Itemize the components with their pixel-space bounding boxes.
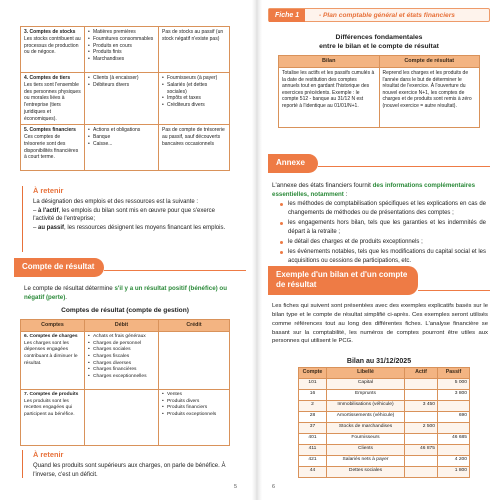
table-cell: 37 xyxy=(299,423,327,434)
col-header-actif: Actif xyxy=(405,368,438,379)
list-item: • Fournisseurs (à payer) xyxy=(162,75,226,82)
list-item: • Produits en cours xyxy=(88,43,155,50)
table-row xyxy=(299,434,470,445)
fiche-title: - Plan comptable général et états financiers xyxy=(319,12,455,19)
table-cell: 101 xyxy=(299,379,327,390)
list-item: • Débiteurs divers xyxy=(88,82,155,89)
list-item: • Charges fiscales xyxy=(88,354,155,361)
table-cell: 3 800 xyxy=(438,390,470,401)
table-cell xyxy=(405,379,438,390)
table-row xyxy=(299,445,470,456)
table-row xyxy=(299,456,470,467)
passif-note: Pas de compte de trésorerie au passif, sauf découverts bancaires occasionnels xyxy=(162,127,225,147)
table-cell: 401 xyxy=(299,434,327,445)
col-header-debit: Débit xyxy=(85,320,159,332)
retenir-box-1 xyxy=(22,186,230,252)
account-class-desc: Ces comptes de trésorerie sont des disponibilités financières à court terme. xyxy=(24,134,79,161)
bilan-title: Bilan au 31/12/2025 xyxy=(346,358,412,365)
table-cell: Fournisseurs xyxy=(327,434,405,445)
differences-table xyxy=(278,55,480,128)
table-row xyxy=(299,412,470,423)
cell-resultat: Reprend les charges et les produits de l'année dans le but de déterminer le résultat de l'exercice. À l'ouverture du nouvel exercice N+1, les comptes de charges et de produits sont remis à zéro (nouvel exercice = autre résultat). xyxy=(379,68,480,128)
col-header-bilan: Bilan xyxy=(279,56,380,68)
retenir-heading: À retenir xyxy=(33,186,64,195)
table-cell: 44 xyxy=(299,467,327,478)
cr-table-title: Comptes de résultat (compte de gestion) xyxy=(61,307,189,314)
table-cell xyxy=(405,434,438,445)
table-row: 6. Comptes de charges Les charges sont les dépenses engagées contribuant à diminuer le résultat. • Achats et frais généraux • Charges de personnel • Charges sociales • Charges fiscales • Charges diverses • Charges financières • Charges exceptionnelles xyxy=(21,332,230,390)
list-item: • Clients (à encaisser) xyxy=(88,75,155,82)
table-cell: 690 xyxy=(438,412,470,423)
page-number: 6 xyxy=(272,484,275,490)
table-row xyxy=(299,423,470,434)
list-item: les événements notables, tels que les modifications du capital social et les acquisitions ou cessions de participations, etc. xyxy=(280,248,486,266)
table-cell: Salariés nets à payer xyxy=(327,456,405,467)
list-item: • Charges de personnel xyxy=(88,341,155,348)
table-row xyxy=(21,27,230,73)
annexe-intro: L'annexe des états financiers fournit des informations complémentaires essentielles, notamment : xyxy=(272,182,476,198)
table-cell: Capital xyxy=(327,379,405,390)
list-item: • Achats et frais généraux xyxy=(88,334,155,341)
table-cell: 28 xyxy=(299,412,327,423)
table-cell: 4 200 xyxy=(438,456,470,467)
table-row xyxy=(21,73,230,125)
bilan-table xyxy=(298,367,470,478)
retenir-line-passif: – au passif, les ressources désignent les moyens financant les emplois. xyxy=(33,225,226,232)
list-item: le détail des charges et de produits exceptionnels ; xyxy=(280,238,486,247)
table-cell: Emprunts xyxy=(327,390,405,401)
table-cell: Clients xyxy=(327,445,405,456)
fiche-tag: Fiche 1 xyxy=(269,9,305,22)
section-heading-exemple: Exemple d'un bilan et d'un compte de résultat xyxy=(268,266,418,295)
account-class-title: 5. Comptes financiers xyxy=(24,127,76,134)
retenir-heading: À retenir xyxy=(33,450,64,459)
table-cell xyxy=(438,445,470,456)
retenir-intro: La désignation des emplois et des ressources est la suivante : xyxy=(33,198,199,205)
fiche-banner xyxy=(268,8,490,22)
table-cell: Amortissements (véhicule) xyxy=(327,412,405,423)
col-header-libelle: Libellé xyxy=(327,368,405,379)
list-item: • Matières premières xyxy=(88,29,155,36)
retenir-line-actif: – à l'actif, les emplois du bilan sont mis en œuvre pour que s'exerce l'activité de l'entreprise; xyxy=(33,207,216,223)
table-row xyxy=(21,125,230,171)
table-cell: 5 000 xyxy=(438,379,470,390)
table-cell xyxy=(438,401,470,412)
annexe-list xyxy=(280,200,486,267)
retenir-box-2 xyxy=(22,450,230,478)
list-item: les engagements hors bilan, tels que les garanties et les indemnités de départ à la retraite ; xyxy=(280,219,486,237)
list-item: les méthodes de comptabilisation spécifiques et les explications en cas de changements de méthodes ou de présentations des comptes ; xyxy=(280,200,486,218)
account-class-title: 4. Comptes de tiers xyxy=(24,75,71,81)
account-class-desc: Les stocks contribuent au processus de production ou de négoce. xyxy=(24,35,81,56)
col-header-comptes: Comptes xyxy=(21,320,85,332)
col-header-passif: Passif xyxy=(438,368,470,379)
section-divider xyxy=(418,290,490,291)
list-item: • Fournitures consommables xyxy=(88,36,155,43)
list-item: • Créditeurs divers xyxy=(162,102,226,109)
account-class-title: 3. Comptes de stocks xyxy=(24,29,76,35)
right-page xyxy=(268,0,494,500)
table-cell xyxy=(405,412,438,423)
list-item: • Impôts et taxes xyxy=(162,95,226,102)
col-header-compte-resultat: Compte de résultat xyxy=(379,56,480,68)
table-cell: Stocks de marchandises xyxy=(327,423,405,434)
list-item: • Produits divers xyxy=(162,399,226,406)
section-heading-annexe: Annexe xyxy=(268,154,318,173)
table-cell: 16 xyxy=(299,390,327,401)
book-gutter xyxy=(252,0,262,500)
list-item: • Banque xyxy=(88,134,155,141)
table-cell: 421 xyxy=(299,456,327,467)
income-statement-table xyxy=(20,319,230,446)
table-row xyxy=(299,467,470,478)
table-cell: 3 450 xyxy=(405,401,438,412)
table-cell xyxy=(405,390,438,401)
list-item: • Charges exceptionnelles xyxy=(88,374,155,381)
section-divider xyxy=(318,166,490,167)
list-item: • Produits exceptionnels xyxy=(162,412,226,419)
section-divider xyxy=(104,270,246,271)
table-cell xyxy=(405,467,438,478)
passif-note: Pas de stocks au passif (un stock négatif n'existe pas) xyxy=(162,29,224,42)
table-row xyxy=(299,390,470,401)
col-header-compte: Compte xyxy=(299,368,327,379)
account-classes-table xyxy=(20,26,230,171)
table-cell: 2 xyxy=(299,401,327,412)
table-cell xyxy=(438,423,470,434)
list-item: • Charges diverses xyxy=(88,361,155,368)
list-item: • Produits financiers xyxy=(162,405,226,412)
section-heading-compte-resultat: Compte de résultat xyxy=(14,258,104,277)
list-item: • Charges sociales xyxy=(88,347,155,354)
table-cell: Immobilisations (véhicule) xyxy=(327,401,405,412)
table-row xyxy=(299,379,470,390)
table-cell: Dettes sociales xyxy=(327,467,405,478)
list-item: • Marchandises xyxy=(88,56,155,63)
list-item: • Produits finis xyxy=(88,49,155,56)
table-cell: 411 xyxy=(299,445,327,456)
list-item: • Actions et obligations xyxy=(88,127,155,134)
list-item: • Charges financières xyxy=(88,367,155,374)
cr-intro: Le compte de résultat détermine s'il y a un résultat positif (bénéfice) ou négatif (perte). xyxy=(24,285,227,302)
left-page xyxy=(14,0,246,500)
col-header-credit: Crédit xyxy=(159,320,230,332)
table-cell: 2 500 xyxy=(405,423,438,434)
table-row xyxy=(279,68,480,128)
table-cell: 46 685 xyxy=(438,434,470,445)
retenir-text: Quand les produits sont supérieurs aux charges, on parle de bénéfice. À l'inverse, c'est un déficit. xyxy=(33,462,226,478)
page-number: 5 xyxy=(234,484,237,490)
account-class-desc: Les tiers sont l'ensemble des personnes physiques ou morales liées à l'entreprise (tiers juridiques et économiques). xyxy=(24,81,81,122)
cell-bilan: Totalise les actifs et les passifs cumulés à la date de restitution des comptes annuels tout en gardant l'historique des exercices précédents. Exemple : le compte 512 - banque au 31/12 N est reporté à l'identique au 01/01/N+1. xyxy=(279,68,380,128)
list-item: • Salariés (et dettes sociales) xyxy=(162,82,226,96)
list-item: • Ventes xyxy=(162,392,226,399)
table-cell: 1 800 xyxy=(438,467,470,478)
list-item: • Caisse... xyxy=(88,141,155,148)
table-row xyxy=(299,401,470,412)
exemple-text: Les fiches qui suivent sont présentées avec des exemples explicatifs basés sur le bilan type et le compte de résultat simplifié ci-après. Ces exemples seront utilisés comme références tout au long des différentes fiches. L'analyse financière se basant sur la comptabilité, les numéros de comptes pourront être utiles aux personnes qui utilisent le PCG. xyxy=(272,303,488,345)
differences-title: Différences fondamentales entre le bilan et le compte de résultat xyxy=(319,34,439,51)
table-row: 7. Comptes de produits Les produits sont les recettes engagées qui participent au bénéfice. • Ventes • Produits divers • Produits financiers • Produits exceptionnels xyxy=(21,390,230,446)
table-cell xyxy=(405,456,438,467)
table-cell: 46 875 xyxy=(405,445,438,456)
